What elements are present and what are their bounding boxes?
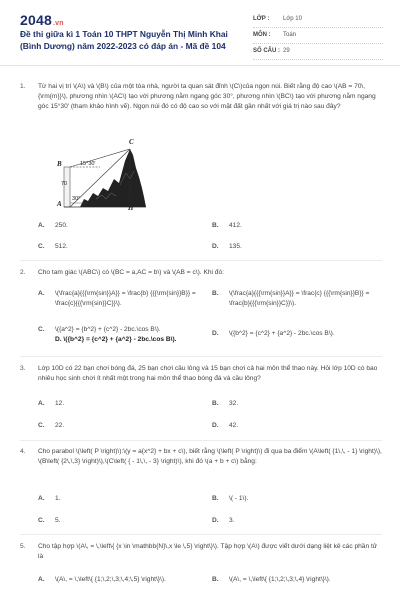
option-label: B. (212, 495, 219, 502)
option-value: \(A\, = \,\left\{ {1;\,2;\,3;\,4;\,5} \right\}\). (55, 576, 166, 583)
question-text: Từ hai vị trí \(A\) và \(B\) của một tòa nhà, người ta quan sát đỉnh \(C\)của ngọn núi. Biết rằng độ cao \(AB = 70\,{\rm{m}}\), phương nhìn \(AC\) tạo với phương nằm ngang góc 30°, phương nhìn \(BC\) tạo với phương nằm ngang góc 15°30' (tham khảo hình vẽ). Ngọn núi đó có độ cao so với mặt đất gần nhất với giá trị nào sau đây? (38, 83, 376, 110)
figure-label-a: A (57, 200, 62, 208)
divider (20, 534, 382, 535)
option-b[interactable] (212, 494, 382, 504)
option-value: 22. (55, 422, 65, 429)
option-value: 32. (229, 400, 239, 407)
option-b[interactable] (212, 575, 382, 585)
figure-label-h: H (128, 204, 134, 212)
option-label: C. (38, 326, 45, 333)
option-c-overflow: D. \({b^2} = {c^2} + {a^2} - 2bc.\cos B\). (55, 335, 177, 343)
question-text: Lớp 10D có 22 bạn chơi bóng đá, 25 bạn chơi cầu lông và 15 bạn chơi cả hai môn thể thao này. Hỏi lớp 10D có bao nhiêu học sinh chơi ít nhất một trong hai môn thể thao bóng đá và cầu lông? (38, 365, 378, 382)
meta-value: 29 (283, 48, 290, 54)
divider (20, 440, 382, 441)
figure-angle-top: 15°30' (80, 161, 96, 167)
option-label: C. (38, 517, 45, 524)
option-value: 135. (229, 243, 242, 250)
exam-meta (253, 12, 383, 60)
meta-value: Toán (283, 32, 297, 38)
option-b[interactable] (212, 289, 382, 309)
option-value: 412. (229, 222, 242, 229)
question-3 (20, 364, 382, 384)
meta-row-subject (253, 28, 383, 44)
question-number: 5. (20, 543, 26, 550)
question-text: Cho tập hợp \(A\, = \,\left\{ {x \in \mathbb{N}\,x \le \,5} \right\}\). Tập hợp \(A\) được viết dưới dạng liệt kê các phần tử là (38, 543, 378, 560)
option-value: \(\frac{a}{{{\rm{sin}}A}} = \frac{c} {{{\rm{sin}}B}} = \frac{b}{{{\rm{sin}}C}}\). (229, 290, 370, 307)
option-c[interactable] (38, 421, 188, 431)
logo-suffix: .vn (52, 20, 64, 27)
option-label: D. (212, 243, 219, 250)
figure-label-b: B (57, 160, 62, 168)
option-label: B. (212, 576, 219, 583)
option-d[interactable] (212, 516, 382, 526)
option-value: 1. (55, 495, 61, 502)
meta-row-class (253, 12, 383, 28)
question-4 (20, 447, 382, 467)
figure-angle-bottom: 30° (72, 196, 81, 202)
option-label: D. (212, 330, 219, 337)
option-c[interactable] (38, 325, 206, 345)
figure-height-label: 70 (61, 181, 68, 187)
meta-row-count (253, 44, 383, 60)
exam-title: Đề thi giữa kì 1 Toán 10 THPT Nguyễn Thị Minh Khai (Bình Dương) năm 2022-2023 có đáp án - Mã đề 104 (20, 29, 228, 51)
option-label: A. (38, 495, 45, 502)
option-label: B. (212, 222, 219, 229)
question-number: 4. (20, 448, 26, 455)
option-value: 250. (55, 222, 68, 229)
option-label: A. (38, 290, 45, 297)
page-header (0, 0, 400, 66)
question-number: 3. (20, 365, 26, 372)
option-value: \(\frac{a}{{{\rm{sin}}A}} = \frac{b} {{{\rm{sin}}B}} = \frac{c}{{{\rm{sin}}C}}\). (55, 290, 196, 307)
option-label: A. (38, 222, 45, 229)
option-value: 3. (229, 517, 235, 524)
option-label: A. (38, 576, 45, 583)
option-label: A. (38, 400, 45, 407)
question-text: Cho parabol \(\left( P \right)\):\(y = a{x^2} + bx + c\), biết rằng \(\left( P \right)\) đi qua ba điểm \(A\left( {1\,\, - 1} \right)\), \(B\left( {2\,\,3} \right)\),\(C\left( { - 1\,\, - 3} \right)\), khi đó \(a + b + c\) bằng: (38, 448, 382, 465)
meta-key: LỚP : (253, 16, 270, 22)
question-number: 1. (20, 83, 26, 90)
divider (20, 260, 382, 261)
option-a[interactable] (38, 221, 188, 231)
option-value: 5. (55, 517, 61, 524)
question-2 (20, 268, 382, 278)
figure-label-c: C (129, 138, 134, 146)
meta-key: SỐ CÂU : (253, 48, 280, 54)
option-value: 42. (229, 422, 239, 429)
option-value: \({b^2} = {c^2} + {a^2} - 2bc.\cos B\). (229, 330, 335, 337)
question-5 (20, 542, 382, 562)
option-label: C. (38, 422, 45, 429)
option-a[interactable] (38, 494, 188, 504)
option-label: B. (212, 400, 219, 407)
divider (20, 356, 382, 357)
option-a[interactable] (38, 289, 206, 309)
option-c[interactable] (38, 516, 188, 526)
option-value: 12. (55, 400, 65, 407)
mountain-figure (58, 133, 148, 215)
option-value: \( - 1\). (229, 495, 249, 502)
option-label: C. (38, 243, 45, 250)
meta-value: Lớp 10 (283, 16, 302, 22)
option-d[interactable] (212, 242, 382, 252)
option-a[interactable] (38, 399, 188, 409)
option-label: D. (212, 422, 219, 429)
question-1 (20, 82, 382, 111)
option-a[interactable] (38, 575, 206, 585)
option-b[interactable] (212, 399, 382, 409)
meta-key: MÔN : (253, 32, 271, 38)
question-text: Cho tam giác \(ABC\) có \(BC = a,AC = b\) và \(AB = c\). Khi đó: (38, 269, 224, 276)
option-label: D. (212, 517, 219, 524)
logo-main: 2048 (20, 12, 52, 28)
option-d[interactable] (212, 421, 382, 431)
option-label: B. (212, 290, 219, 297)
option-b[interactable] (212, 221, 382, 231)
option-value: 512. (55, 243, 68, 250)
option-value: \({a^2} = {b^2} + {c^2} - 2bc.\cos B\). (55, 326, 161, 333)
option-d[interactable] (212, 329, 382, 339)
option-value: \(A\, = \,\left\{ {1;\,2;\,3;\,4} \right\}\). (229, 576, 331, 583)
option-c[interactable] (38, 242, 188, 252)
question-number: 2. (20, 269, 26, 276)
site-logo[interactable] (20, 12, 64, 28)
